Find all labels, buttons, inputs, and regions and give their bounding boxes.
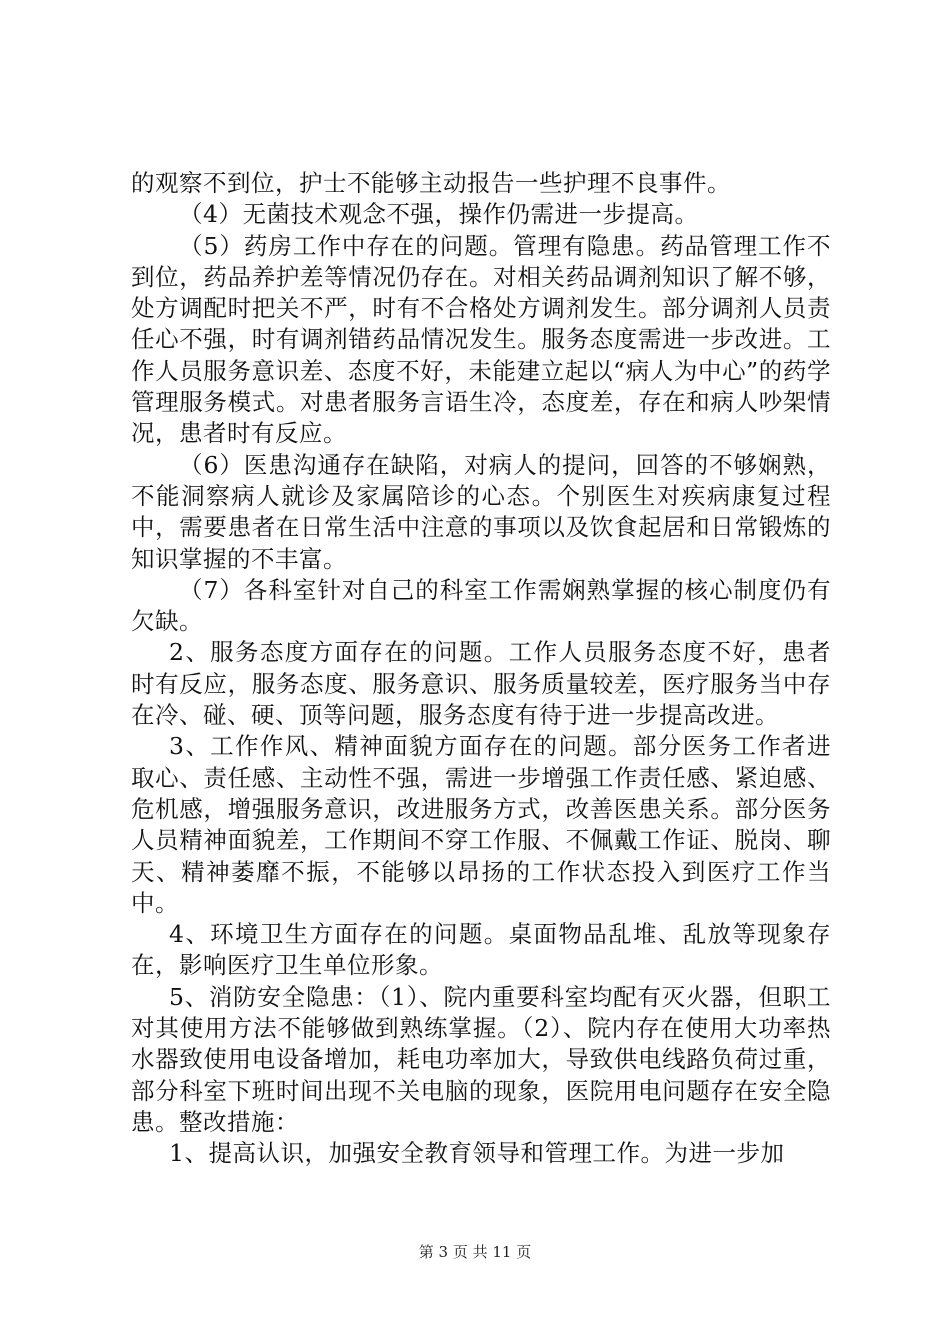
paragraph-item-4: （4）无菌技术观念不强，操作仍需进一步提高。 bbox=[179, 200, 699, 229]
paragraph-section-2: 2、服务态度方面存在的问题。工作人员服务态度不好，患者时有反应，服务态度、服务意识、服务质量较差，医疗服务当中存在冷、碰、硬、顶等问题，服务态度有待于进一步提高改进。 bbox=[131, 638, 831, 730]
paragraph-item-5: （5）药房工作中存在的问题。管理有隐患。药品管理工作不到位，药品养护差等情况仍存在。对相关药品调剂知识了解不够，处方调配时把关不严，时有不合格处方调剂发生。部分调剂人员责任心不强，时有调剂错药品情况发生。服务态度需进一步改进。工作人员服务意识差、态度不好，未能建立起以“病人为中心”的药学管理服务模式。对患者服务言语生冷，态度差，存在和病人吵架情况，患者时有反应。 bbox=[131, 231, 831, 448]
paragraph-section-3: 3、工作作风、精神面貌方面存在的问题。部分医务工作者进取心、责任感、主动性不强，需进一步增强工作责任感、紧迫感、危机感，增强服务意识，改进服务方式，改善医患关系。部分医务人员精神面貌差，工作期间不穿工作服、不佩戴工作证、脱岗、聊天、精神萎靡不振，不能够以昂扬的工作状态投入到医疗工作当中。 bbox=[131, 732, 831, 917]
paragraph-item-7: （7）各科室针对自己的科室工作需娴熟掌握的核心制度仍有欠缺。 bbox=[131, 575, 831, 636]
paragraph-continuation: 的观察不到位，护士不能够主动报告一些护理不良事件。 bbox=[131, 169, 731, 197]
document-body bbox=[131, 168, 831, 1170]
paragraph-measure-1: 1、提高认识，加强安全教育领导和管理工作。为进一步加 bbox=[169, 1139, 785, 1168]
paragraph-item-6: （6）医患沟通存在缺陷，对病人的提问，回答的不够娴熟，不能洞察病人就诊及家属陪诊的心态。个别医生对疾病康复过程中，需要患者在日常生活中注意的事项以及饮食起居和日常锻炼的知识掌握的不丰富。 bbox=[131, 450, 831, 573]
paragraph-section-5: 5、消防安全隐患：（1）、院内重要科室均配有灭火器，但职工对其使用方法不能够做到熟练掌握。（2）、院内存在使用大功率热水器致使用电设备增加，耗电功率加大，导致供电线路负荷过重，部分科室下班时间出现不关电脑的现象，医院用电问题存在安全隐患。整改措施： bbox=[131, 982, 831, 1136]
page-number-footer: 第 3 页 共 11 页 bbox=[418, 1243, 532, 1261]
paragraph-section-4: 4、环境卫生方面存在的问题。桌面物品乱堆、乱放等现象存在，影响医疗卫生单位形象。 bbox=[131, 920, 831, 980]
